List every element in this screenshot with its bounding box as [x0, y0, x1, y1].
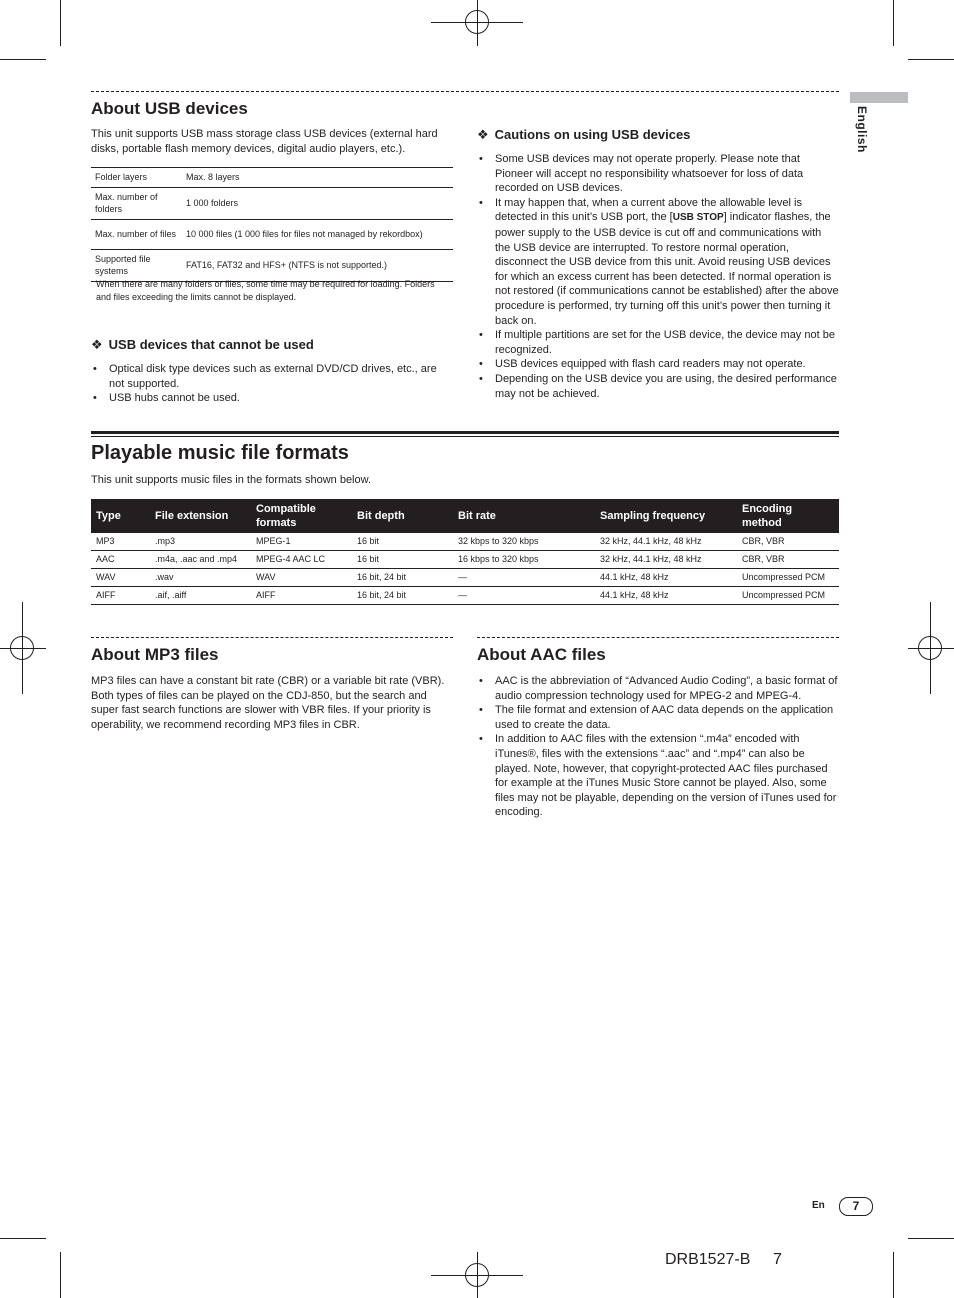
- spec-label: Max. number of files: [91, 219, 182, 249]
- list-item: • USB devices equipped with flash card readers may not operate.: [479, 358, 806, 371]
- table-cell: Uncompressed PCM: [737, 569, 839, 587]
- list-item-text: The file format and extension of AAC data depends on the application used to create the data.: [495, 704, 834, 731]
- table-header-row: [91, 499, 839, 533]
- list-item: • USB hubs cannot be used.: [93, 392, 240, 405]
- spec-value: Max. 8 layers: [182, 168, 453, 188]
- column-header: Compatible formats: [251, 499, 352, 533]
- document-code: DRB1527-B: [665, 1251, 751, 1268]
- table-cell: CBR, VBR: [737, 551, 839, 569]
- table-cell: .mp3: [150, 533, 251, 551]
- list-item-text: Optical disk type devices such as external DVD/CD drives, etc., are not supported.: [109, 363, 437, 390]
- section-title-aac: About AAC files: [477, 645, 606, 664]
- diamond-bullet-icon: ❖: [91, 337, 103, 352]
- table-cell: 16 bit: [352, 533, 453, 551]
- list-item: • If multiple partitions are set for the USB device, the device may not be recognized.: [479, 329, 835, 356]
- mp3-body: MP3 files can have a constant bit rate (CBR) or a variable bit rate (VBR). Both types of files can be played on the CDJ-850, but the search and super fast search functions are slower with VBR files. If your priority is operability, we recommend recording MP3 files in CBR.: [91, 675, 445, 731]
- heading-rule: [91, 431, 839, 434]
- crop-mark: [60, 0, 61, 46]
- table-cell: Uncompressed PCM: [737, 587, 839, 605]
- column-header: Type: [91, 499, 150, 533]
- subsection-title-cannot-use: [91, 337, 314, 353]
- registration-circle-icon: [465, 10, 489, 34]
- column-header: Bit rate: [453, 499, 595, 533]
- column-header: File extension: [150, 499, 251, 533]
- crop-mark: [893, 1252, 894, 1298]
- spec-value: 1 000 folders: [182, 187, 453, 219]
- document-page: 7: [773, 1251, 782, 1268]
- table-row: [91, 533, 839, 551]
- list-item-text: USB hubs cannot be used.: [109, 392, 240, 405]
- section-title-formats: Playable music file formats: [91, 442, 349, 464]
- table-row: [91, 168, 453, 188]
- section-divider: [477, 637, 839, 638]
- table-cell: 32 kHz, 44.1 kHz, 48 kHz: [595, 551, 737, 569]
- usb-intro: This unit supports USB mass storage class USB devices (external hard disks, portable flash memory devices, digital audio players, etc.).: [91, 128, 438, 155]
- usb-stop-indicator-label: USB STOP: [672, 212, 724, 224]
- list-item: • AAC is the abbreviation of “Advanced Audio Coding”, a basic format of audio compression technology used for MPEG-2 and MPEG-4.: [479, 675, 838, 702]
- table-cell: .aif, .aiff: [150, 587, 251, 605]
- subsection-title-text: Cautions on using USB devices: [494, 127, 691, 142]
- list-item-text: ] indicator flashes, the power supply to the USB device is cut off and communications with the USB device are interrupted. To restore normal operation, disconnect the USB device from this unit. Avoid reusing USB devices for which an excess current has been detected. If normal operation is not restored (if communications cannot be established) after the above procedure is performed, try turning off this unit’s power then turning it back on.: [495, 211, 839, 327]
- table-cell: AIFF: [251, 587, 352, 605]
- list-item-text: Depending on the USB device you are using, the desired performance may not be achieved.: [495, 372, 837, 400]
- table-cell: 32 kHz, 44.1 kHz, 48 kHz: [595, 533, 737, 551]
- column-header: Encoding method: [737, 499, 839, 533]
- table-cell: AIFF: [91, 587, 150, 605]
- registration-circle-icon: [10, 636, 34, 660]
- table-cell: —: [453, 569, 595, 587]
- language-label: English: [855, 106, 869, 153]
- list-item-text: In addition to AAC files with the extension “.m4a” encoded with iTunes®, files with the extensions “.aac” and “.mp4” can also be played. Note, however, that copyright-protected AAC files purchased for example at the iTunes Music Store cannot be played. Also, some files may not be playable, depending on the version of iTunes used for encoding.: [495, 733, 837, 819]
- table-row: [91, 551, 839, 569]
- table-cell: 16 bit, 24 bit: [352, 587, 453, 605]
- table-cell: CBR, VBR: [737, 533, 839, 551]
- cannot-use-list: [91, 362, 453, 406]
- list-item-text: If multiple partitions are set for the USB device, the device may not be recognized.: [495, 329, 835, 356]
- list-item-text: Some USB devices may not operate properly. Please note that Pioneer will accept no responsibility whatsoever for loss of data recorded on USB devices.: [495, 153, 804, 195]
- page-number-badge: 7: [839, 1197, 873, 1216]
- list-item: • Some USB devices may not operate properly. Please note that Pioneer will accept no responsibility whatsoever for loss of data recorded on USB devices.: [479, 153, 804, 195]
- list-item-text: It may happen that, when a current above the allowable level is detected in this unit’s USB port, the [: [495, 196, 802, 224]
- column-header: Sampling frequency: [595, 499, 737, 533]
- section-divider: [91, 637, 453, 638]
- table-row: [91, 249, 453, 281]
- table-cell: WAV: [91, 569, 150, 587]
- table-cell: 16 bit, 24 bit: [352, 569, 453, 587]
- table-cell: 44.1 kHz, 48 kHz: [595, 569, 737, 587]
- table-cell: —: [453, 587, 595, 605]
- list-item: • In addition to AAC files with the extension “.m4a” encoded with iTunes®, files with the extensions “.aac” and “.mp4” can also be played. Note, however, that copyright-protected AAC files purchased for example at the iTunes Music Store cannot be played. Also, some files may not be playable, depending on the version of iTunes used for encoding.: [479, 733, 837, 819]
- table-cell: MP3: [91, 533, 150, 551]
- table-row: [91, 587, 839, 605]
- crop-mark: [60, 1252, 61, 1298]
- subsection-title-text: USB devices that cannot be used: [108, 337, 314, 352]
- table-cell: WAV: [251, 569, 352, 587]
- formats-intro: This unit supports music files in the formats shown below.: [91, 474, 372, 486]
- section-divider: [91, 91, 839, 92]
- table-row: [91, 569, 839, 587]
- table-row: [91, 219, 453, 249]
- table-cell: MPEG-4 AAC LC: [251, 551, 352, 569]
- cautions-list: [477, 152, 839, 401]
- table-cell: 44.1 kHz, 48 kHz: [595, 587, 737, 605]
- formats-table: [91, 499, 839, 605]
- list-item-text: AAC is the abbreviation of “Advanced Audio Coding”, a basic format of audio compression technology used for MPEG-2 and MPEG-4.: [495, 675, 838, 702]
- spec-note: When there are many folders or files, some time may be required for loading. Folders and files exceeding the limits cannot be displayed.: [96, 279, 435, 302]
- list-item: • Optical disk type devices such as external DVD/CD drives, etc., are not supported.: [93, 363, 437, 390]
- list-item: • It may happen that, when a current above the allowable level is detected in this unit’s USB port, the [USB STOP] indicator flashes, the power supply to the USB device is cut off and communications with the USB device are interrupted. To restore normal operation, disconnect the USB device from this unit. Avoid reusing USB devices for which an excess current has been detected. If normal operation is not restored (if communications cannot be established) after the above procedure is performed, try turning off this unit’s power then turning it back on.: [479, 196, 839, 327]
- language-tab: [850, 92, 908, 103]
- column-header: Bit depth: [352, 499, 453, 533]
- usb-spec-table: [91, 167, 453, 282]
- aac-list: [477, 674, 839, 820]
- section-title-mp3: About MP3 files: [91, 645, 219, 664]
- spec-label: Supported file systems: [91, 249, 182, 281]
- list-item: • The file format and extension of AAC data depends on the application used to create the data.: [479, 704, 834, 731]
- diamond-bullet-icon: ❖: [477, 127, 489, 142]
- crop-mark: [908, 59, 954, 60]
- footer-language: En: [812, 1200, 825, 1211]
- table-cell: 16 bit: [352, 551, 453, 569]
- spec-label: Max. number of folders: [91, 187, 182, 219]
- table-cell: MPEG-1: [251, 533, 352, 551]
- crop-mark: [0, 1238, 46, 1239]
- section-title-usb: About USB devices: [91, 99, 248, 118]
- table-row: [91, 187, 453, 219]
- table-cell: 32 kbps to 320 kbps: [453, 533, 595, 551]
- crop-mark: [893, 0, 894, 46]
- list-item: • Depending on the USB device you are using, the desired performance may not be achieved.: [479, 372, 837, 400]
- spec-value: 10 000 files (1 000 files for files not managed by rekordbox): [182, 219, 453, 249]
- registration-circle-icon: [918, 636, 942, 660]
- table-cell: AAC: [91, 551, 150, 569]
- spec-label: Folder layers: [91, 168, 182, 188]
- crop-mark: [0, 59, 46, 60]
- spec-value: FAT16, FAT32 and HFS+ (NTFS is not supported.): [182, 249, 453, 281]
- table-cell: .m4a, .aac and .mp4: [150, 551, 251, 569]
- table-cell: 16 kbps to 320 kbps: [453, 551, 595, 569]
- registration-circle-icon: [465, 1263, 489, 1287]
- subsection-title-cautions: [477, 127, 690, 143]
- list-item-text: USB devices equipped with flash card readers may not operate.: [495, 358, 806, 371]
- crop-mark: [908, 1238, 954, 1239]
- table-cell: .wav: [150, 569, 251, 587]
- heading-rule: [91, 436, 839, 437]
